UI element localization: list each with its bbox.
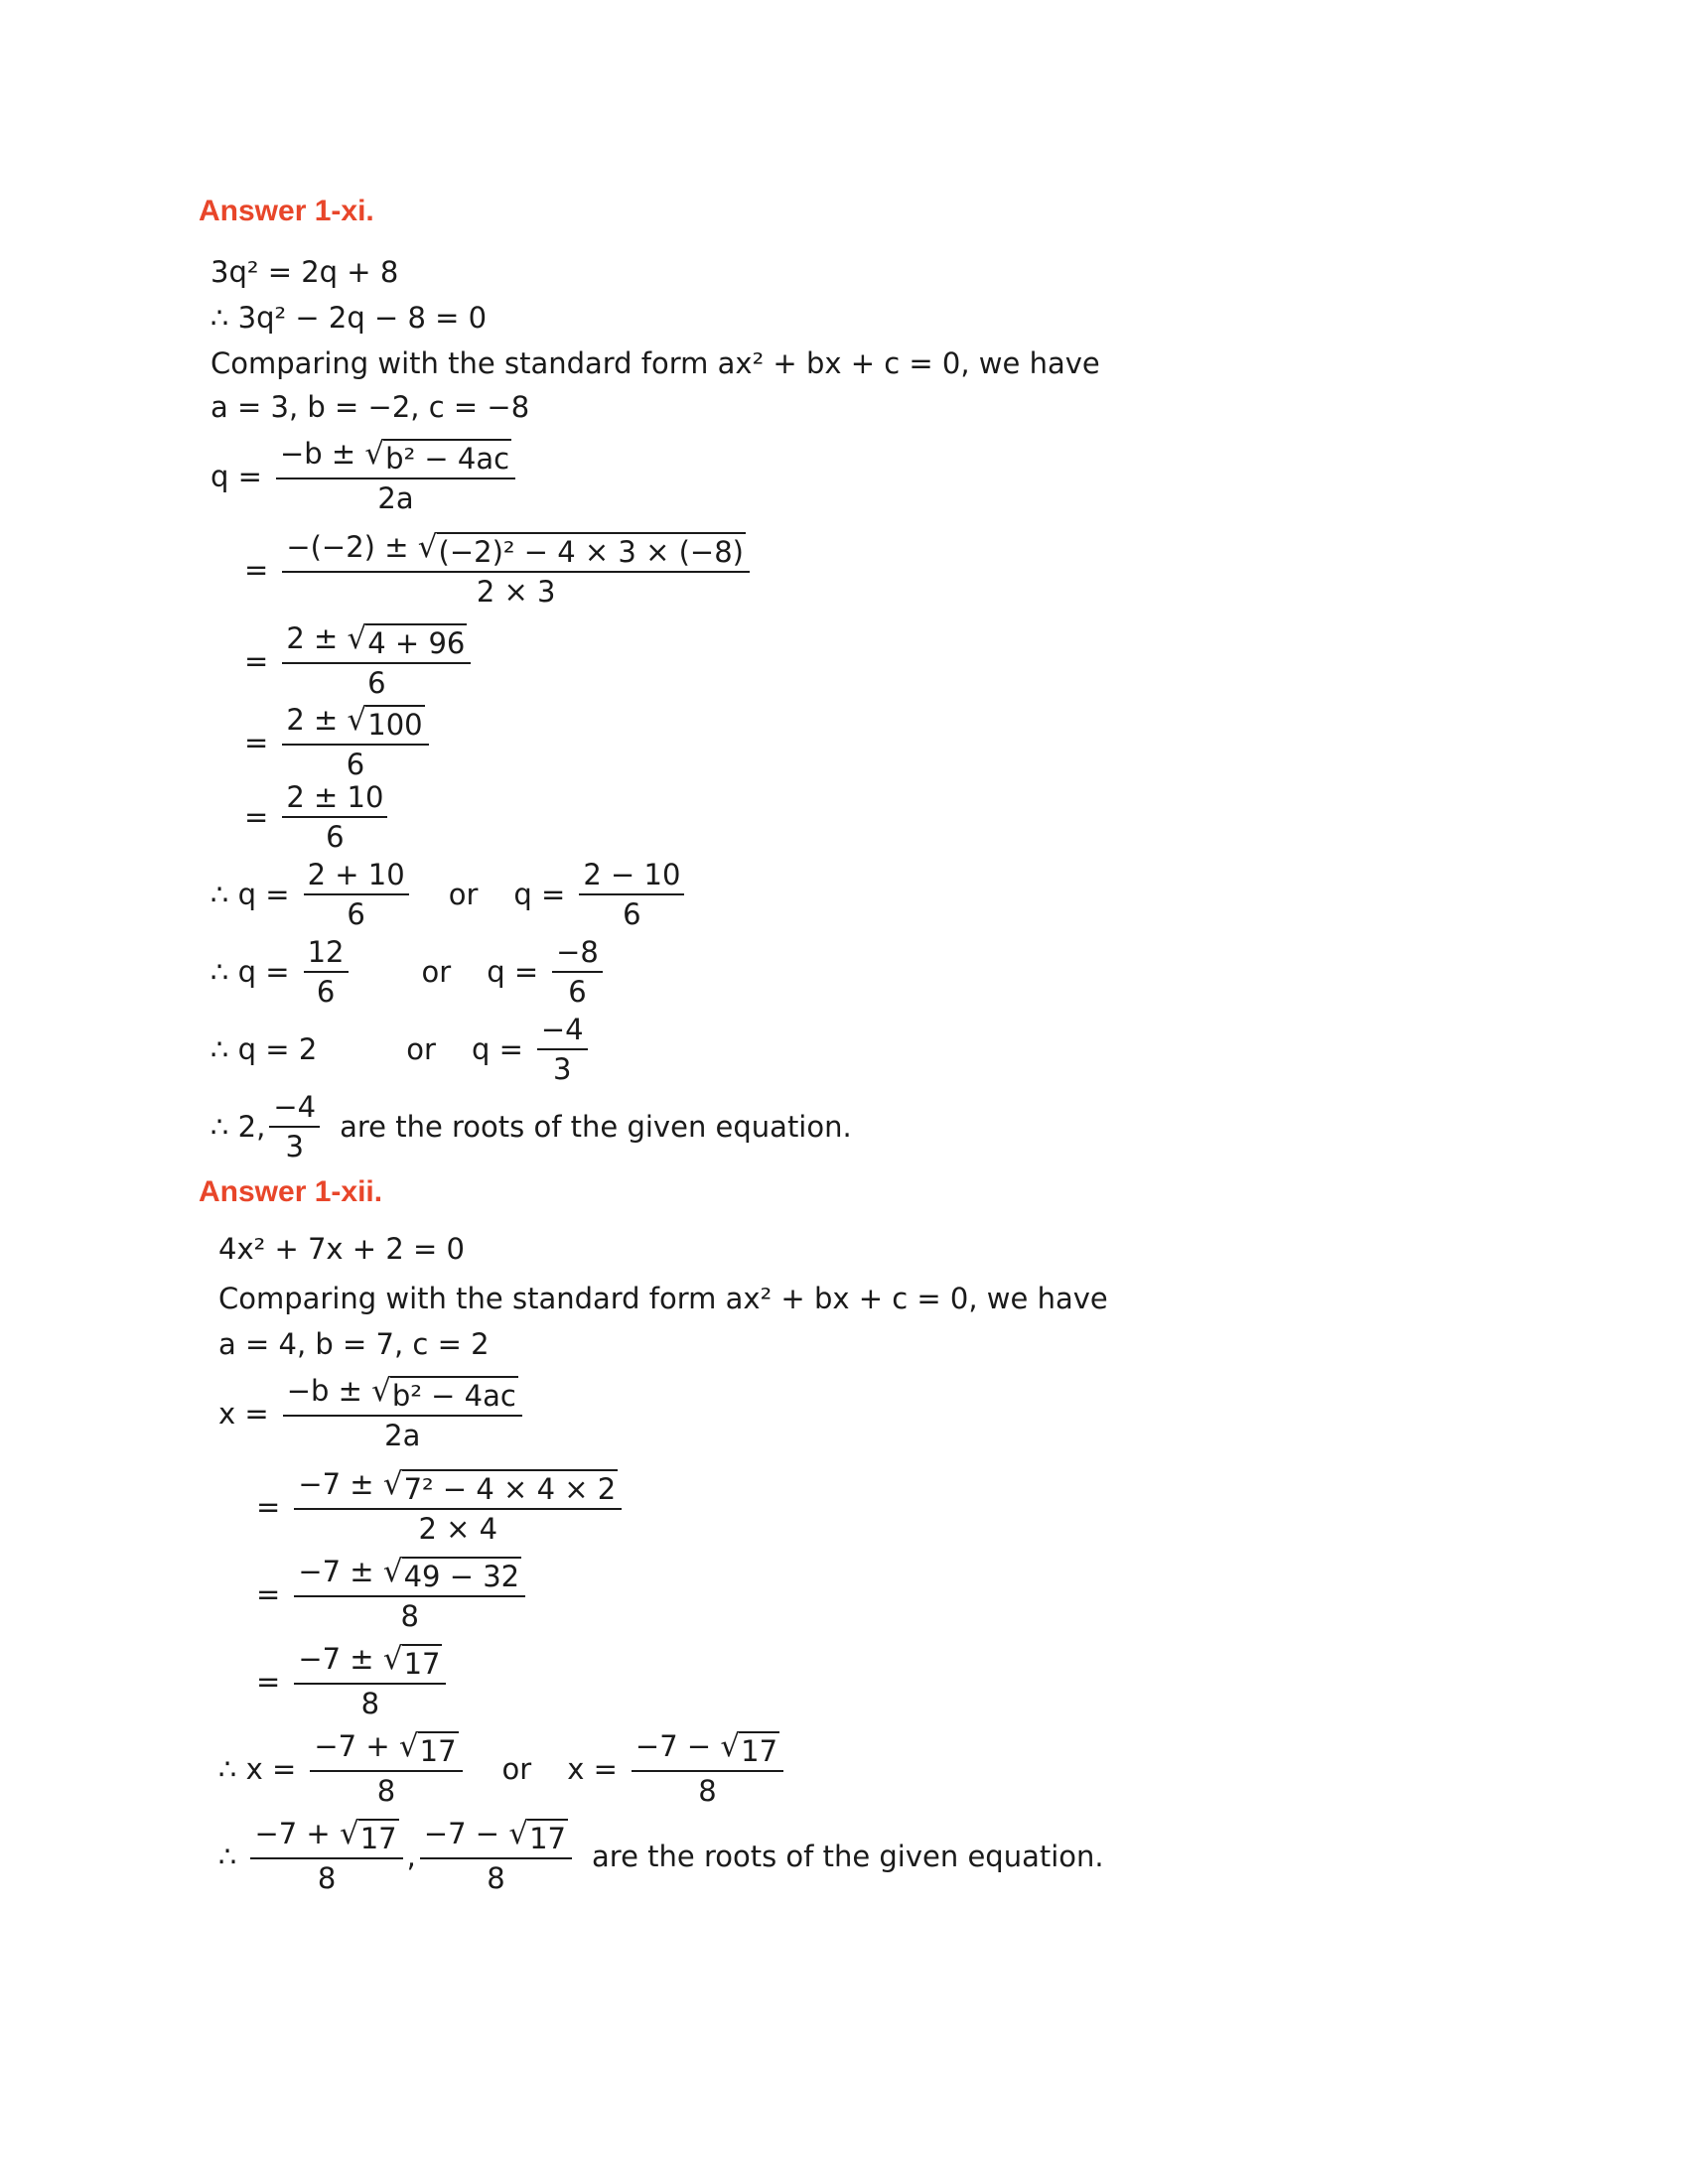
sqrt-icon: √ 7² − 4 × 4 × 2 [382,1466,617,1506]
sqrt-icon: √ b² − 4ac [364,436,510,476]
xi-formula-num-pre: −b ± [279,437,356,471]
xi-compare-text: Comparing with the standard form ax² + bx + c = 0, we have [211,346,1100,380]
xi-roots-row1: ∴ q = $\frac{2 + 10}{6}$ or q = $\frac{2 - 10}{6}$ [211,858,688,931]
xi-coefficients: a = 3, b = −2, c = −8 [211,390,530,424]
xii-quadratic-formula: x = −b ± √ b² − 4ac 2a [218,1374,526,1452]
sqrt-icon: √ 17 [508,1816,567,1855]
xi-step4-fraction: $\frac{2 \pm 10}{6}$ [282,780,387,854]
xi-formula-den: 2a [377,481,414,515]
xi-step1-fraction: −(−2) ± √ (−2)² − 4 × 3 × (−8) 2 × 3 [282,530,750,609]
xii-formula-fraction: −b ± √ b² − 4ac 2a [283,1374,522,1452]
xi-step4: = $\frac{2 \pm 10}{6}$ [244,780,391,854]
xii-step2: = −7 ± √ 49 − 32 8 [256,1555,529,1633]
xii-compare-text: Comparing with the standard form ax² + bx + c = 0, we have [218,1282,1108,1315]
xii-step2-fraction: −7 ± √ 49 − 32 8 [294,1555,525,1633]
xi-step2: = 2 ± √ 4 + 96 6 [244,621,475,700]
xii-step3: = −7 ± √ 17 8 [256,1642,450,1720]
xii-equation: 4x² + 7x + 2 = 0 [218,1232,465,1266]
answer-xii-heading: Answer 1-xii. [199,1175,383,1208]
xii-step3-fraction: −7 ± √ 17 8 [294,1642,446,1720]
sqrt-icon: √ 17 [382,1641,441,1681]
xii-step1: = −7 ± √ 7² − 4 × 4 × 2 2 × 4 [256,1467,626,1546]
xii-coefficients: a = 4, b = 7, c = 2 [218,1327,490,1361]
xi-step3: = 2 ± √ 100 6 [244,703,433,781]
xi-roots-row2: ∴ q = $\frac{12}{6}$ or q = $\frac{-8}{6}$ [211,935,607,1009]
xi-conclusion: ∴ 2, $\frac{-4}{3}$ are the roots of the given equation. [211,1090,852,1163]
xii-roots-row1: ∴ x = −7 + √ 17 8 or x = −7 − √ 17 8 [218,1729,787,1808]
sqrt-icon: √ 100 [347,702,423,742]
sqrt-icon: √ 17 [339,1816,397,1855]
xii-conclusion: ∴ −7 + √ 17 8 , −7 − √ 17 8 are the roots of the given equation. [218,1816,1104,1895]
answer-xi-heading: Answer 1-xi. [199,195,374,227]
xi-step2-fraction: 2 ± √ 4 + 96 6 [282,621,471,700]
xi-formula-lhs: q = [211,459,262,493]
xi-step3-fraction: 2 ± √ 100 6 [282,703,428,781]
xi-step1: = −(−2) ± √ (−2)² − 4 × 3 × (−8) 2 × 3 [244,530,754,609]
sqrt-icon: √ 49 − 32 [382,1554,520,1593]
xi-quadratic-formula [211,437,519,515]
xi-formula-fraction [276,437,515,515]
xii-step1-fraction: −7 ± √ 7² − 4 × 4 × 2 2 × 4 [294,1467,622,1546]
sqrt-icon: √ b² − 4ac [371,1373,516,1413]
xi-equation: 3q² = 2q + 8 [211,255,399,289]
sqrt-icon: √ 17 [398,1728,457,1768]
sqrt-icon: √ (−2)² − 4 × 3 × (−8) [417,529,744,569]
sqrt-icon: √ 17 [720,1728,778,1768]
sqrt-icon: √ 4 + 96 [347,620,466,660]
xi-roots-row3: ∴ q = 2 or q = $\frac{-4}{3}$ [211,1013,592,1086]
xi-rearranged: ∴ 3q² − 2q − 8 = 0 [211,301,488,335]
